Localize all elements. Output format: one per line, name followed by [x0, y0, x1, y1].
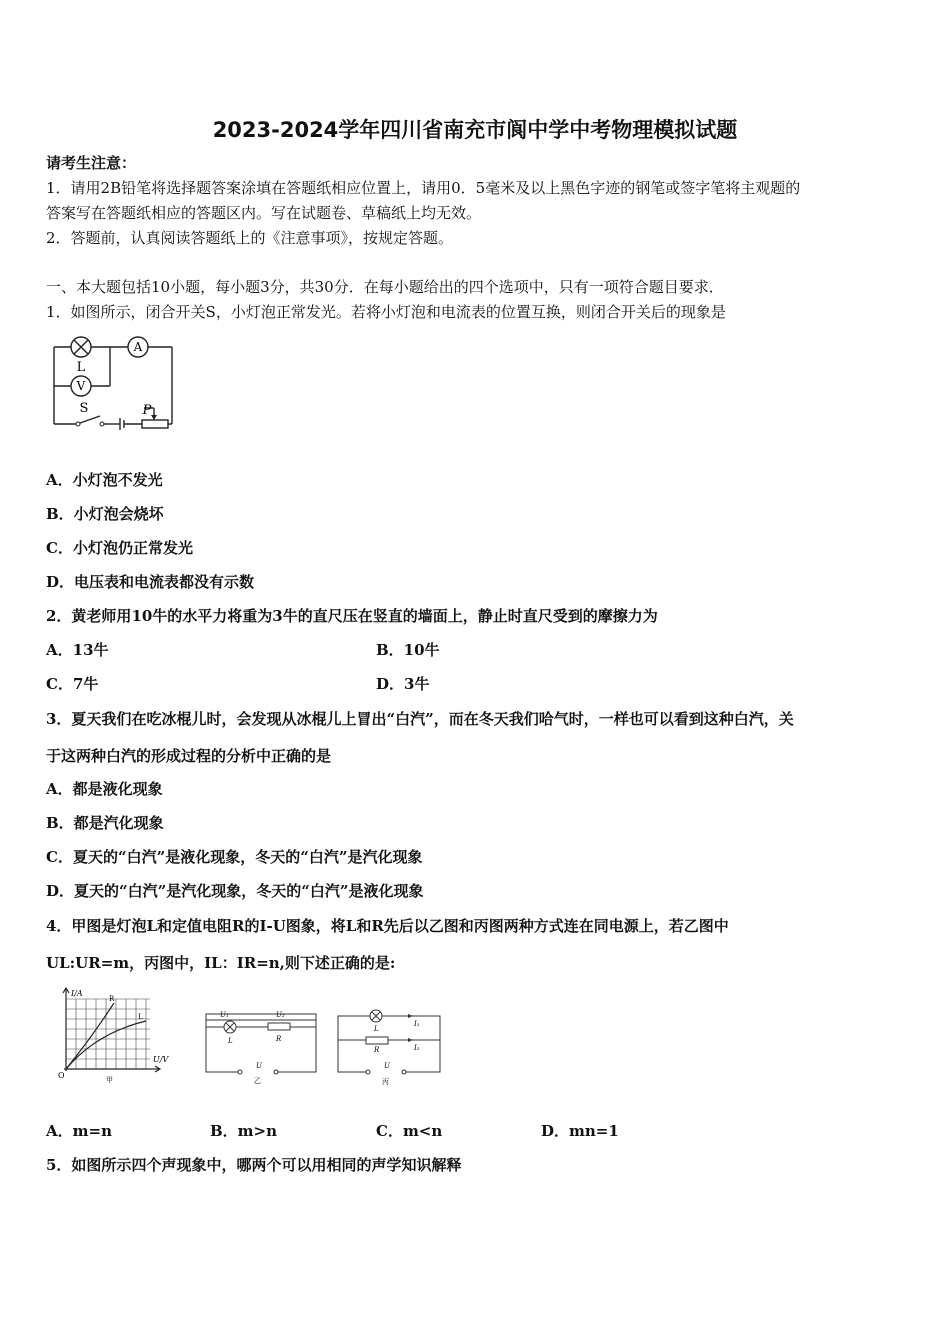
- notice-line-1b: 答案写在答题纸相应的答题区内。写在试题卷、草稿纸上均无效。: [46, 204, 482, 222]
- yi-ul-label: U₁: [220, 1011, 229, 1019]
- q4-stem-line-1: 4．甲图是灯泡L和定值电阻R的I-U图象，将L和R先后以乙图和丙图两种方式连在同电源上，若乙图中: [46, 917, 729, 935]
- q5-stem: 5．如图所示四个声现象中，哪两个可以用相同的声学知识解释: [46, 1156, 462, 1174]
- q1-option-b: B．小灯泡会烧坏: [46, 505, 164, 523]
- lamp-symbol: [71, 337, 91, 357]
- lamp-label: L: [76, 360, 86, 375]
- q2-option-c: C．7牛: [46, 675, 99, 693]
- bing-i1-label: I₁: [414, 1020, 420, 1028]
- graph-x-label: U/V: [153, 1055, 169, 1064]
- yi-caption: 乙: [254, 1077, 261, 1085]
- graph-curve-r: R: [109, 995, 115, 1003]
- q4-option-a: A．m=n: [46, 1122, 112, 1140]
- q1-option-c: C．小灯泡仍正常发光: [46, 539, 193, 557]
- q3-stem-line-1: 3．夏天我们在吃冰棍儿时，会发现从冰棍儿上冒出“白汽”，而在冬天我们哈气时，一样也可以看到这种白汽，关: [46, 710, 794, 728]
- graph-y-label: I/A: [71, 989, 83, 998]
- bing-resistor-symbol: [366, 1037, 388, 1044]
- q1-option-d: D．电压表和电流表都没有示数: [46, 573, 255, 591]
- notice-heading: 请考生注意：: [46, 154, 137, 172]
- q3-option-a: A．都是液化现象: [46, 780, 163, 798]
- q4-circuit-yi: [200, 1006, 320, 1086]
- bing-lamp-symbol: [370, 1010, 382, 1022]
- bing-caption: 丙: [382, 1078, 389, 1086]
- q3-option-c: C．夏天的“白汽”是液化现象，冬天的“白汽”是汽化现象: [46, 848, 423, 866]
- graph-caption: 甲: [106, 1076, 113, 1084]
- notice-line-1: 1．请用2B铅笔将选择题答案涂填在答题纸相应位置上，请用0．5毫米及以上黑色字迹的钢笔或签字笔将主观题的: [46, 179, 801, 197]
- q4-option-d: D．mn=1: [541, 1122, 619, 1140]
- bing-u-label: U: [384, 1062, 390, 1070]
- bing-i2-label: I₂: [414, 1044, 420, 1052]
- bing-r-label: R: [374, 1046, 380, 1054]
- q4-stem-line-2: UL:UR=m，丙图中，IL：IR=n,则下述正确的是:: [46, 954, 396, 972]
- q3-option-b: B．都是汽化现象: [46, 814, 164, 832]
- q3-option-d: D．夏天的“白汽”是汽化现象，冬天的“白汽”是液化现象: [46, 882, 424, 900]
- yi-u-label: U: [256, 1062, 262, 1070]
- q2-option-d: D．3牛: [376, 675, 430, 693]
- q4-option-b: B．m>n: [210, 1122, 278, 1140]
- notice-line-2: 2．答题前，认真阅读答题纸上的《注意事项》，按规定答题。: [46, 229, 454, 247]
- switch-label: S: [79, 401, 89, 416]
- q2-option-a: A．13牛: [46, 641, 109, 659]
- q2-stem: 2．黄老师用10牛的水平力将重为3牛的直尺压在竖直的墙面上，静止时直尺受到的摩擦力为: [46, 607, 658, 625]
- yi-ur-label: U₂: [276, 1011, 285, 1019]
- q4-graph-jia: [52, 985, 177, 1085]
- graph-origin: O: [58, 1071, 65, 1080]
- q4-option-c: C．m<n: [376, 1122, 443, 1140]
- q1-option-a: A．小灯泡不发光: [46, 471, 163, 489]
- yi-resistor-symbol: [268, 1023, 290, 1030]
- voltmeter-label: V: [76, 379, 86, 393]
- page-title: 2023-2024学年四川省南充市阆中学中考物理模拟试题: [212, 118, 738, 142]
- q1-circuit-figure: [44, 334, 184, 434]
- section-heading: 一、本大题包括10小题，每小题3分，共30分．在每小题给出的四个选项中，只有一项符合题目要求．: [46, 278, 724, 296]
- q4-circuit-bing: [334, 1006, 446, 1088]
- slider-label: P: [142, 403, 152, 418]
- yi-lamp-symbol: [224, 1021, 236, 1033]
- yi-l-label: L: [228, 1037, 233, 1045]
- graph-curve-l: L: [138, 1013, 143, 1021]
- bing-l-label: L: [374, 1025, 379, 1033]
- q1-stem: 1．如图所示，闭合开关S，小灯泡正常发光。若将小灯泡和电流表的位置互换，则闭合开关后的现象是: [46, 303, 726, 321]
- q2-option-b: B．10牛: [376, 641, 440, 659]
- yi-r-label: R: [276, 1035, 282, 1043]
- q3-stem-line-2: 于这两种白汽的形成过程的分析中正确的是: [46, 747, 332, 765]
- ammeter-label: A: [133, 340, 143, 354]
